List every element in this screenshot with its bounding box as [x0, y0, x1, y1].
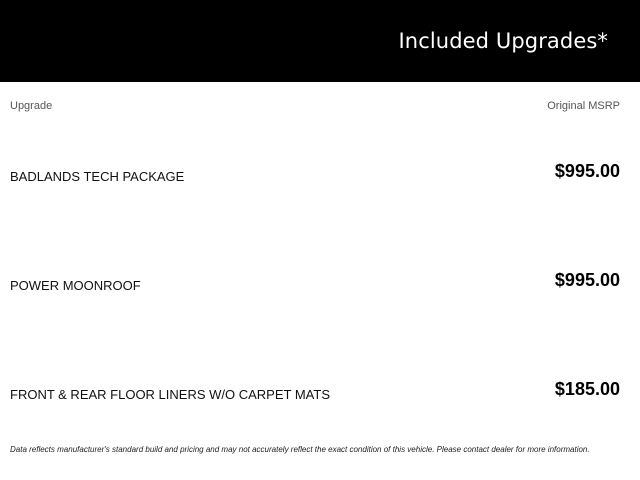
upgrade-name: POWER MOONROOF — [10, 278, 141, 293]
upgrade-name: FRONT & REAR FLOOR LINERS W/O CARPET MATS — [10, 387, 330, 402]
page-title: Included Upgrades* — [398, 29, 608, 53]
upgrade-price: $185.00 — [554, 379, 620, 399]
upgrade-price: $995.00 — [554, 270, 620, 290]
upgrade-price: $995.00 — [554, 161, 620, 181]
header-bar — [0, 0, 640, 82]
upgrade-row — [0, 379, 640, 419]
column-header-upgrade: Upgrade — [10, 100, 53, 112]
upgrade-name: BADLANDS TECH PACKAGE — [10, 169, 185, 184]
upgrade-row — [0, 161, 640, 201]
disclaimer-text: Data reflects manufacturer's standard build and pricing and may not accurately reflect the exact condition of this vehicle. Please contact dealer for more information. — [10, 445, 590, 454]
column-header-msrp: Original MSRP — [547, 100, 620, 112]
upgrade-row — [0, 270, 640, 310]
